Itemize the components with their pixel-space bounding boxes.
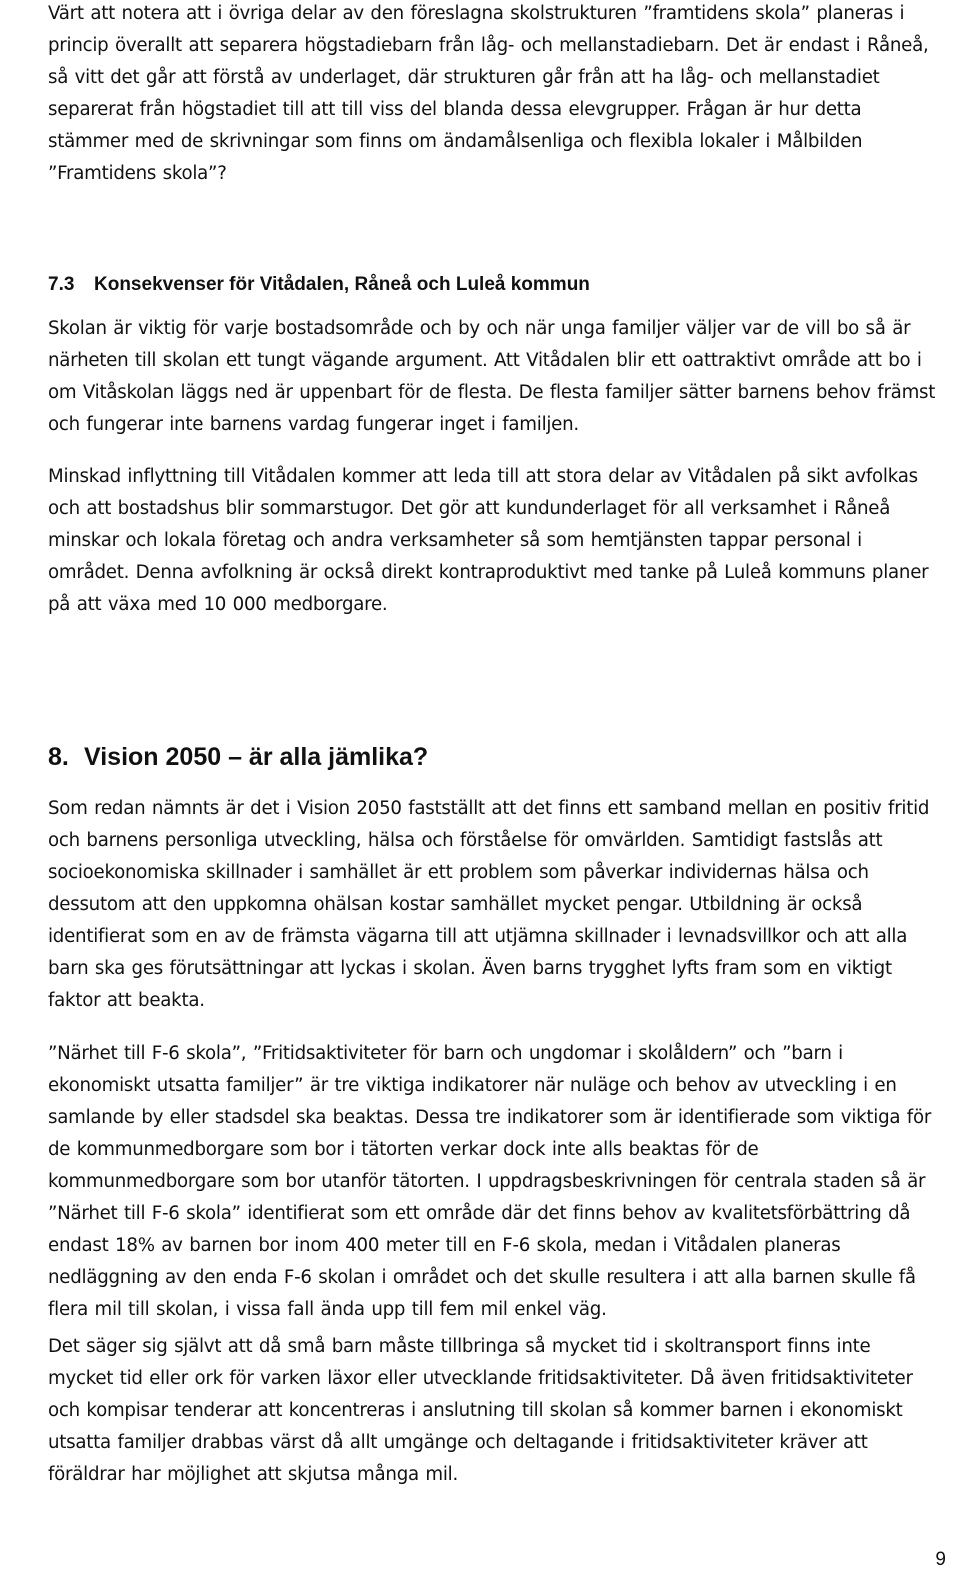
section-heading-7-3 <box>48 272 590 298</box>
page-number: 9 <box>935 1549 946 1570</box>
section-heading-8 <box>48 740 428 774</box>
section-title: Konsekvenser för Vitådalen, Råneå och Luleå kommun <box>94 274 590 295</box>
section-number: 7.3 <box>48 274 75 295</box>
section-title: Vision 2050 – är alla jämlika? <box>84 743 429 771</box>
paragraph-vision-2050: Som redan nämnts är det i Vision 2050 fastställt att det finns ett samband mellan en positiv fritid och barnens personliga utveckling, hälsa och förståelse för omvärlden. Samtidigt fastslås att socioekonomiska skillnader i samhället är ett problem som påverkar individernas hälsa och dessutom att den uppkomna ohälsan kostar samhället mycket pengar. Utbildning är också identifierat som en av de främsta vägarna till att utjämna skillnader i levnadsvillkor och att alla barn ska ges förutsättningar att lyckas i skolan. Även barns trygghet lyfts fram som en viktigt faktor att beakta. <box>48 798 930 1011</box>
paragraph-depopulation: Minskad inflyttning till Vitådalen kommer att leda till att stora delar av Vitådalen på sikt avfolkas och att bostadshus blir sommarstugor. Det gör att kundunderlaget för all verksamhet i Råneå minskar och lokala företag och andra verksamheter så som hemtjänsten tappar personal i området. Denna avfolkning är också direkt kontraproduktivt med tanke på Luleå kommuns planer på att växa med 10 000 medborgare. <box>48 466 929 615</box>
paragraph-school-structure: Värt att notera att i övriga delar av den föreslagna skolstrukturen ”framtidens skola” planeras i princip överallt att separera högstadiebarn från låg- och mellanstadiebarn. Det är endast i Råneå, så vitt det går att förstå av underlaget, där strukturen går från att ha låg- och mellanstadiet separerat från högstadiet till att till viss del blanda dessa elevgrupper. Frågan är hur detta stämmer med de skrivningar som finns om ändamålsenliga och flexibla lokaler i Målbilden ”Framtidens skola”? <box>48 3 929 184</box>
section-number: 8. <box>48 743 69 771</box>
paragraph-indicators: ”Närhet till F-6 skola”, ”Fritidsaktiviteter för barn och ungdomar i skolåldern” och ”barn i ekonomiskt utsatta familjer” är tre viktiga indikatorer när nuläge och behov av utveckling i en samlande by eller stadsdel ska beaktas. Dessa tre indikatorer som är identifierade som viktiga för de kommunmedborgare som bor i tätorten verkar dock inte alls beaktas för de kommunmedborgare som bor utanför tätorten. I uppdragsbeskrivningen för centrala staden så är ”Närhet till F-6 skola” identifierat som ett område där det finns behov av kvalitetsförbättring då endast 18% av barnen bor inom 400 meter till en F-6 skola, medan i Vitådalen planeras nedläggning av den enda F-6 skolan i området och det skulle resultera i att alla barnen skulle få flera mil till skolan, i vissa fall ända upp till fem mil enkel väg. <box>48 1043 932 1320</box>
paragraph-school-importance: Skolan är viktig för varje bostadsområde och by och när unga familjer väljer var de vill bo så är närheten till skolan ett tungt vägande argument. Att Vitådalen blir ett oattraktivt område att bo i om Vitåskolan läggs ned är uppenbart för de flesta. De flesta familjer sätter barnens behov främst och fungerar inte barnens vardag fungerar inget i familjen. <box>48 318 936 435</box>
paragraph-school-transport: Det säger sig självt att då små barn måste tillbringa så mycket tid i skoltransport finns inte mycket tid eller ork för varken läxor eller utvecklande fritidsaktiviteter. Då även fritidsaktiviteter och kompisar tenderar att koncentreras i anslutning till skolan så kommer barnen i ekonomiskt utsatta familjer drabbas värst då allt umgänge och deltagande i fritidsaktiviteter kräver att föräldrar har möjlighet att skjutsa många mil. <box>48 1336 913 1485</box>
